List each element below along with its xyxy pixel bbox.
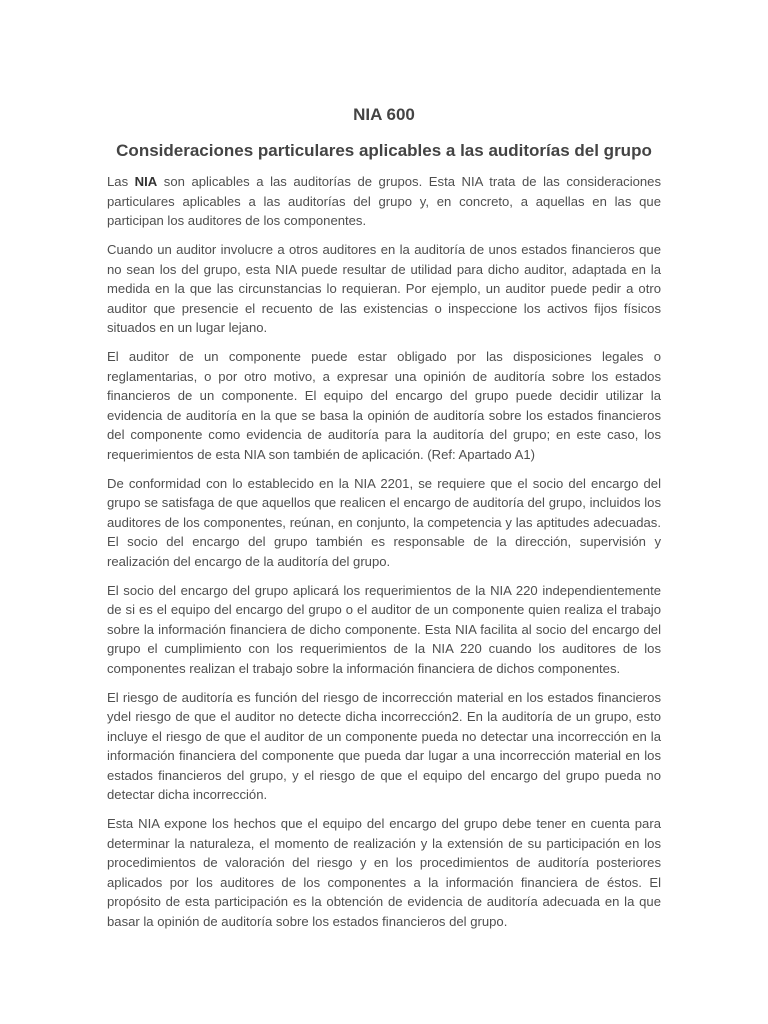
document-subtitle: Consideraciones particulares aplicables a las auditorías del grupo xyxy=(116,141,652,160)
document-body xyxy=(107,172,661,931)
paragraph-3: El auditor de un componente puede estar obligado por las disposiciones legales o reglamentarias, o por otro motivo, a expresar una opinión de auditoría sobre los estados financieros de un componente. El equipo del encargo del grupo puede decidir utilizar la evidencia de auditoría en la que se basa la opinión de auditoría sobre los estados financieros del componente como evidencia de auditoría para la auditoría del grupo; en este caso, los requerimientos de esta NIA son también de aplicación. (Ref: Apartado A1) xyxy=(107,349,661,462)
paragraph-5: El socio del encargo del grupo aplicará los requerimientos de la NIA 220 independientemente de si es el equipo del encargo del grupo o el auditor de un componente quien realiza el trabajo sobre la información financiera de dicho componente. Esta NIA facilita al socio del encargo del grupo el cumplimiento con los requerimientos de la NIA 220 cuando los auditores de los componentes realizan el trabajo sobre la información financiera de dichos componentes. xyxy=(107,582,661,676)
document-title: NIA 600 xyxy=(353,105,415,124)
paragraph-4: De conformidad con lo establecido en la NIA 2201, se requiere que el socio del encargo del grupo se satisfaga de que aquellos que realicen el encargo de auditoría del grupo, incluidos los auditores de los componentes, reúnan, en conjunto, la competencia y las aptitudes adecuadas. El socio del encargo del grupo también es responsable de la dirección, supervisión y realización del encargo de la auditoría del grupo. xyxy=(107,475,661,569)
paragraph-7: Esta NIA expone los hechos que el equipo del encargo del grupo debe tener en cuenta para determinar la naturaleza, el momento de realización y la extensión de su participación en los procedimientos de valoración del riesgo y en los procedimientos de auditoría posteriores aplicados por los auditores de los componentes a la información financiera de éstos. El propósito de esta participación es la obtención de evidencia de auditoría adecuada en la que basar la opinión de auditoría sobre los estados financieros del grupo. xyxy=(107,816,661,929)
paragraph-1-emphasis: NIA xyxy=(134,174,158,189)
paragraph-1 xyxy=(107,172,661,231)
paragraph-2: Cuando un auditor involucre a otros auditores en la auditoría de unos estados financieros que no sean los del grupo, esta NIA puede resultar de utilidad para dicho auditor, adaptada en la medida en la que las circunstancias lo requieran. Por ejemplo, un auditor puede pedir a otro auditor que presencie el recuento de las existencias o inspeccione los activos fijos físicos situados en un lugar lejano. xyxy=(107,242,661,335)
paragraph-6: El riesgo de auditoría es función del riesgo de incorrección material en los estados financieros ydel riesgo de que el auditor no detecte dicha incorrección2. En la auditoría de un grupo, esto incluye el riesgo de que el auditor de un componente pueda no detectar una incorrección en la información financiera del componente que pueda dar lugar a una incorrección material en los estados financieros del grupo, y el riesgo de que el equipo del encargo del grupo pueda no detectar dicha incorrección. xyxy=(107,689,661,802)
paragraph-1-lead: Las xyxy=(107,174,135,189)
paragraph-1-text: son aplicables a las auditorías de grupos. Esta NIA trata de las consideraciones particulares aplicables a las auditorías del grupo y, en concreto, a aquellas en las que participan los auditores de los componentes. xyxy=(107,174,662,228)
